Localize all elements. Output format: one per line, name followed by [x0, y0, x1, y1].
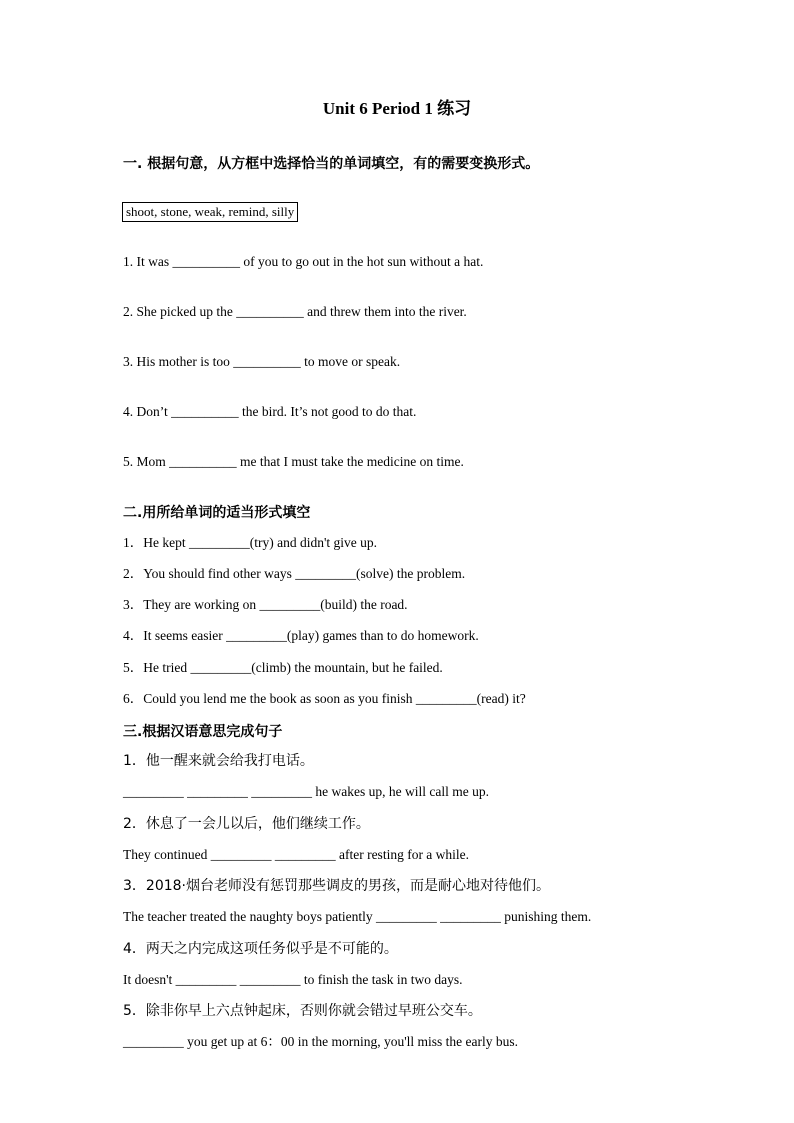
exercise-1-item: 3. His mother is too __________ to move or speak. [123, 354, 401, 369]
exercise-2-item: 4．It seems easier _________(play) games than to do homework. [123, 628, 479, 643]
exercise-3-english: _________ _________ _________ he wakes up, he will call me up. [123, 784, 489, 799]
exercise-1-item: 4. Don’t __________ the bird. It’s not good to do that. [123, 404, 417, 419]
exercise-1-item: 1. It was __________ of you to go out in the hot sun without a hat. [123, 254, 484, 269]
word-bank-box: shoot, stone, weak, remind, silly [122, 202, 298, 222]
exercise-3-chinese: 5．除非你早上六点钟起床，否则你就会错过早班公交车。 [123, 1003, 482, 1019]
exercise-2-item: 6．Could you lend me the book as soon as you finish _________(read) it? [123, 691, 526, 706]
exercise-1-item: 5. Mom __________ me that I must take the medicine on time. [123, 454, 464, 469]
section-1-heading: 一. 根据句意，从方框中选择恰当的单词填空，有的需要变换形式。 [123, 156, 540, 172]
exercise-2-item: 1．He kept _________(try) and didn't give up. [123, 535, 378, 550]
exercise-2-item: 2．You should find other ways _________(solve) the problem. [123, 566, 466, 581]
exercise-2-item: 3．They are working on _________(build) the road. [123, 597, 408, 612]
exercise-3-english: It doesn't _________ _________ to finish the task in two days. [123, 972, 463, 987]
exercise-1-item: 2. She picked up the __________ and threw them into the river. [123, 304, 467, 319]
exercise-3-english: _________ you get up at 6：00 in the morning, you'll miss the early bus. [123, 1034, 519, 1049]
exercise-3-chinese: 3．2018·烟台老师没有惩罚那些调皮的男孩，而是耐心地对待他们。 [123, 878, 550, 894]
exercise-3-english: The teacher treated the naughty boys patiently _________ _________ punishing them. [123, 909, 592, 924]
exercise-2-item: 5．He tried _________(climb) the mountain, but he failed. [123, 660, 443, 675]
section-3-heading: 三.根据汉语意思完成句子 [123, 724, 283, 740]
exercise-3-chinese: 1．他一醒来就会给我打电话。 [123, 753, 314, 769]
exercise-3-chinese: 4．两天之内完成这项任务似乎是不可能的。 [123, 941, 398, 957]
exercise-3-english: They continued _________ _________ after resting for a while. [123, 847, 470, 862]
exercise-3-chinese: 2．休息了一会儿以后，他们继续工作。 [123, 816, 370, 832]
page-title: Unit 6 Period 1 练习 [322, 99, 472, 118]
section-2-heading: 二.用所给单词的适当形式填空 [123, 505, 311, 521]
